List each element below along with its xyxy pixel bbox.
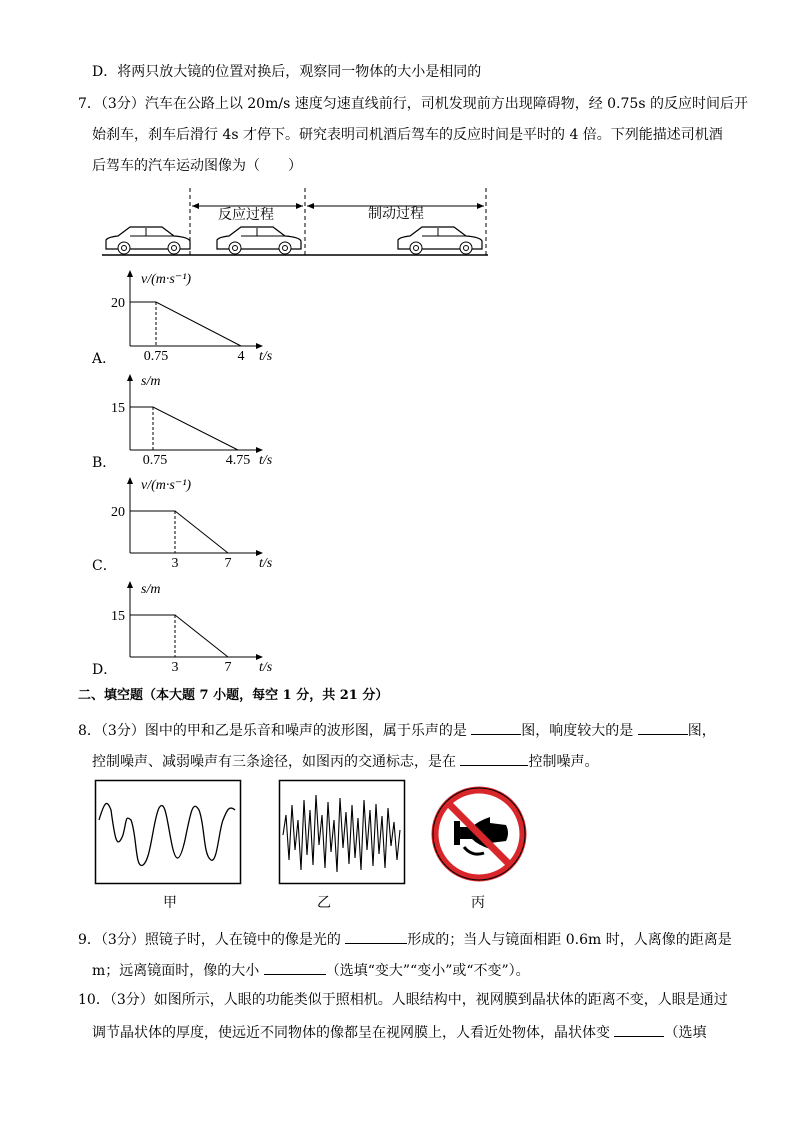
figure-label-yi: 乙: [317, 895, 331, 911]
car-icon: [398, 227, 482, 254]
q8-text-part1: 8．（3分）图中的甲和乙是乐音和噪声的波形图，属于乐声的是: [78, 723, 472, 739]
option-a-label: A．: [92, 351, 117, 367]
x-axis-label: t/s: [259, 453, 273, 468]
x-tick-label: 3: [171, 556, 179, 571]
q10-answer-blank-1[interactable]: [614, 1022, 664, 1037]
q9-text-part1: 9．（3分）照镜子时，人在镜中的像是光的: [78, 932, 346, 948]
q9-text-line2b: （选填“变大”“变小”或“不变”）。: [325, 963, 530, 979]
braking-process-label: 制动过程: [368, 206, 424, 222]
q10-text-line2a: 调节晶状体的厚度，使远近不同物体的像都呈在视网膜上，人看近处物体，晶状体变: [92, 1025, 615, 1041]
y-axis-label: v/(m·s⁻¹): [141, 272, 192, 287]
option-a-graph: [111, 265, 285, 365]
car-icon: [106, 227, 190, 254]
waveform-jia: [95, 780, 241, 884]
q10-line2: [92, 1022, 706, 1042]
figure-label-bing: 丙: [471, 895, 485, 911]
q8-text-line2a: 控制噪声、减弱噪声有三条途径，如图丙的交通标志，是在: [92, 754, 461, 770]
section-title: 二、填空题（本大题 7 小题，每空 1 分，共 21 分）: [78, 688, 389, 703]
x-axis-label: t/s: [259, 556, 273, 571]
q8-line1: [78, 720, 716, 740]
x-axis-label: t/s: [259, 349, 273, 364]
option-b-graph: [111, 369, 285, 469]
y-tick-label: 20: [111, 505, 125, 520]
q7-stem-line3: 后驾车的汽车运动图像为（ ）: [92, 158, 302, 174]
option-d-graph: [111, 576, 285, 676]
q9-line2: [92, 960, 530, 980]
x-tick-label: 3: [171, 660, 179, 675]
q9-answer-blank-2[interactable]: [264, 960, 326, 975]
y-tick-label: 15: [111, 401, 125, 416]
q8-line2: [92, 751, 598, 771]
q8-text-line2b: 控制噪声。: [528, 754, 599, 770]
q8-text-part2: 图，响度较大的是: [521, 723, 638, 739]
x-tick-label: 7: [224, 556, 232, 571]
q6-option-d: D．将两只放大镜的位置对换后，观察同一物体的大小是相同的: [92, 64, 482, 80]
q8-answer-blank-3[interactable]: [460, 751, 528, 766]
no-horn-sign-icon: [432, 787, 526, 881]
q9-line1: [78, 929, 732, 949]
x-axis-label: t/s: [259, 660, 273, 675]
q10-text-line2b: （选填: [664, 1025, 707, 1041]
figure-label-jia: 甲: [163, 895, 177, 911]
q9-answer-blank-1[interactable]: [345, 929, 407, 944]
y-axis-label: s/m: [141, 582, 161, 597]
q7-stem-line2: 始刹车，刹车后滑行 4s 才停下。研究表明司机酒后驾车的反应时间是平时的 4 倍。下列能描述司机酒: [92, 127, 723, 143]
option-c-graph: [111, 472, 285, 572]
x-tick-label: 4.75: [225, 453, 251, 468]
q10-line1: 10．（3分）如图所示，人眼的功能类似于照相机。人眼结构中，视网膜到晶状体的距离不变，人眼是通过: [78, 992, 728, 1008]
option-b-label: B．: [92, 455, 117, 471]
waveform-yi: [279, 780, 405, 884]
y-axis-label: s/m: [141, 374, 161, 389]
q9-text-part2: 形成的；当人与镜面相距 0.6m 时，人离像的距离是: [407, 932, 732, 948]
option-d-label: D．: [92, 662, 118, 678]
q8-text-part3: 图，: [687, 723, 716, 739]
reaction-process-label: 反应过程: [218, 207, 274, 223]
q7-stem-line1: 7．（3分）汽车在公路上以 20m/s 速度匀速直线前行，司机发现前方出现障碍物，经 0.75s 的反应时间后开: [78, 96, 748, 112]
y-axis-label: v/(m·s⁻¹): [141, 478, 192, 493]
option-c-label: C．: [92, 558, 117, 574]
x-tick-label: 0.75: [142, 453, 168, 468]
x-tick-label: 4: [237, 349, 245, 364]
x-tick-label: 0.75: [143, 349, 169, 364]
q8-answer-blank-2[interactable]: [638, 720, 688, 735]
q9-text-line2a: m；远离镜面时，像的大小: [92, 963, 264, 979]
car-icon: [217, 227, 301, 254]
y-tick-label: 20: [111, 296, 125, 311]
y-tick-label: 15: [111, 609, 125, 624]
car-motion-diagram: [100, 185, 500, 260]
x-tick-label: 7: [224, 660, 232, 675]
q8-answer-blank-1[interactable]: [471, 720, 521, 735]
